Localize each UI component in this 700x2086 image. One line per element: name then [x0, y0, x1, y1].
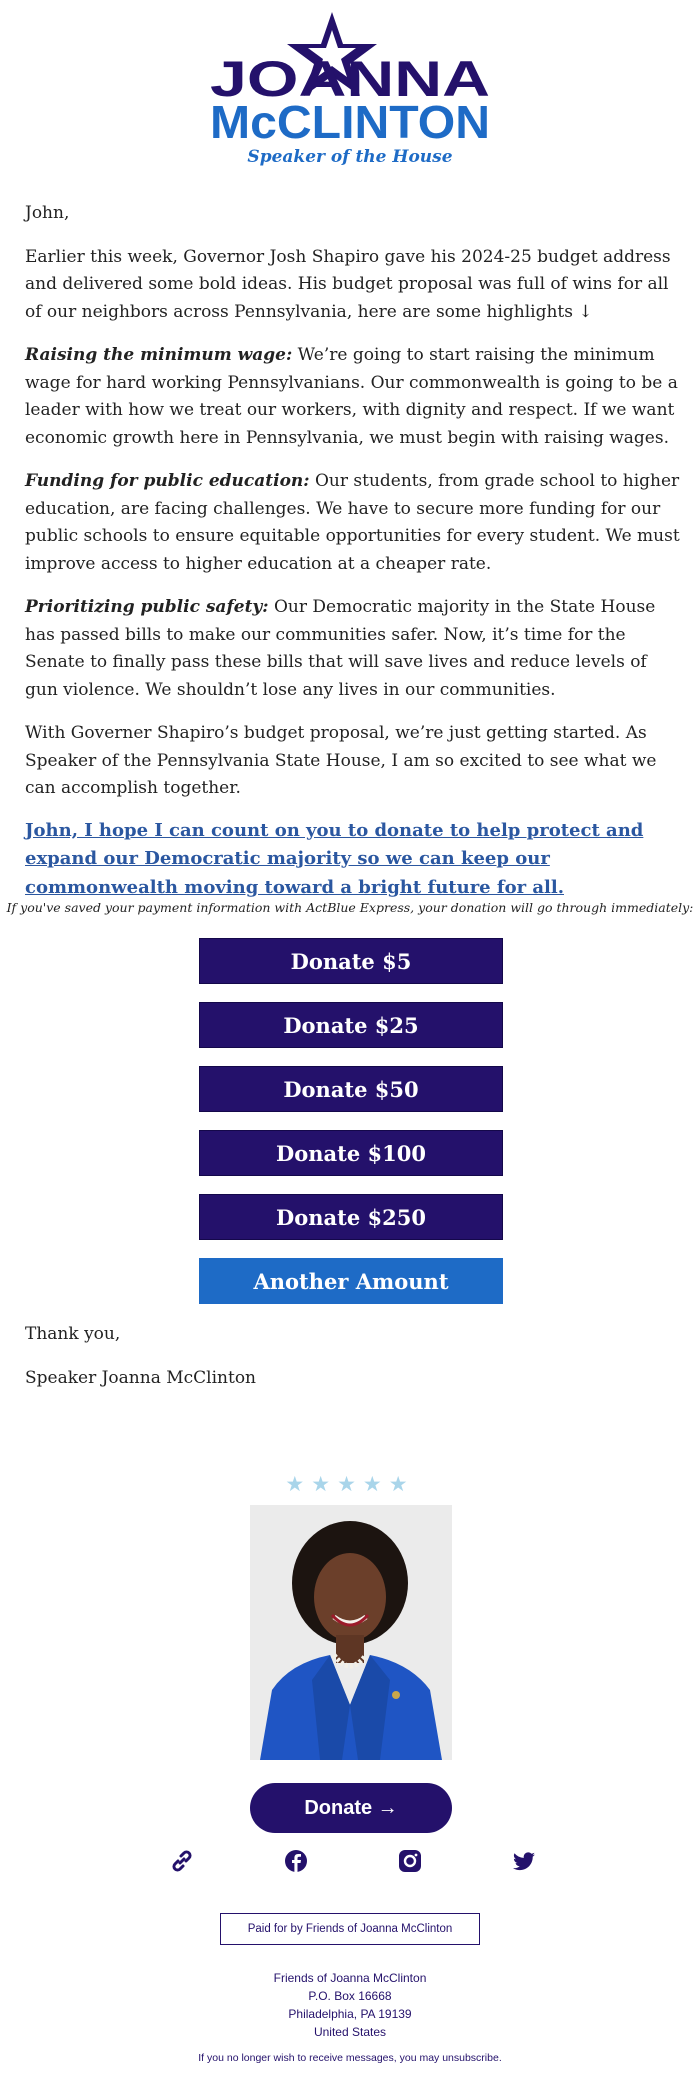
address-line: United States — [313, 2025, 387, 2039]
donate-cta-link[interactable]: John, I hope I can count on you to donate to help protect and expand our Democratic majority so we can keep our commonwealth moving toward a bright future for all. — [25, 819, 644, 898]
address-line: P.O. Box 16668 — [308, 1989, 392, 2003]
logo-tagline: Speaker of the House — [247, 147, 453, 167]
intro-paragraph: Earlier this week, Governor Josh Shapiro gave his 2024-25 budget address and delivered some bold ideas. His budget proposal was full of wins for all of our neighbors across Pennsylvania, here are some highlights ↓ — [25, 246, 671, 322]
section-lead: Prioritizing public safety: — [25, 597, 269, 617]
section-lead: Raising the minimum wage: — [25, 345, 293, 365]
address-line: Friends of Joanna McClinton — [273, 1971, 427, 1985]
unsubscribe-notice — [0, 2052, 700, 2064]
mailing-address — [0, 1969, 700, 2041]
paid-for-disclaimer: Paid for by Friends of Joanna McClinton — [220, 1913, 480, 1945]
another-amount-button[interactable]: Another Amount — [199, 1258, 503, 1304]
facebook-icon[interactable] — [283, 1848, 309, 1874]
donate-50-button[interactable]: Donate $50 — [199, 1066, 503, 1112]
section-public-safety — [25, 594, 680, 704]
actblue-note: If you've saved your payment information with ActBlue Express, your donation will go through immediately: — [6, 900, 694, 915]
twitter-icon[interactable] — [511, 1848, 537, 1874]
greeting: John, — [25, 203, 70, 223]
donate-250-button[interactable]: Donate $250 — [199, 1194, 503, 1240]
logo-line1: JOANNA — [210, 51, 490, 107]
donate-25-button[interactable]: Donate $25 — [199, 1002, 503, 1048]
instagram-icon[interactable] — [397, 1848, 423, 1874]
unsubscribe-prefix: If you no longer wish to receive messages, you may — [198, 2052, 443, 2064]
email-body — [25, 200, 680, 918]
unsubscribe-link[interactable]: unsubscribe — [442, 2052, 499, 2064]
signature: Speaker Joanna McClinton — [25, 1368, 257, 1388]
section-text: We’re going to start raising the minimum wage for hard working Pennsylvanians. Our commonwealth is going to be a leader with how we treat our workers, with dignity and respect. If we want economic growth here in Pennsylvania, we must begin with raising wages. — [25, 345, 678, 448]
logo-line2: McCLINTON — [210, 96, 490, 148]
section-text: Our students, from grade school to higher education, are facing challenges. We have to secure more funding for our public schools to ensure equitable opportunities for every student. We must improve access to higher education at a cheaper rate. — [25, 471, 680, 574]
section-minimum-wage — [25, 342, 680, 452]
donate-pill-button[interactable]: Donate → — [250, 1783, 452, 1833]
thank-you: Thank you, — [25, 1324, 121, 1344]
rating-stars: ★★★★★ — [285, 1472, 415, 1496]
unsubscribe-suffix: . — [498, 2052, 502, 2064]
portrait-photo — [250, 1505, 452, 1760]
closing-paragraph: With Governer Shapiro’s budget proposal, we’re just getting started. As Speaker of the Pennsylvania State House, I am so excited to see what we can accomplish together. — [25, 723, 657, 798]
campaign-logo — [0, 10, 700, 175]
address-line: Philadelphia, PA 19139 — [288, 2007, 412, 2021]
section-lead: Funding for public education: — [25, 471, 310, 491]
donate-5-button[interactable]: Donate $5 — [199, 938, 503, 984]
link-icon[interactable] — [169, 1848, 195, 1874]
section-text: Our Democratic majority in the State House has passed bills to make our communities safer. Now, it’s time for the Senate to finally pass these bills that will save lives and reduce levels of gun violence. We shouldn’t lose any lives in our communities. — [25, 597, 656, 700]
donate-100-button[interactable]: Donate $100 — [199, 1130, 503, 1176]
section-education — [25, 468, 680, 578]
